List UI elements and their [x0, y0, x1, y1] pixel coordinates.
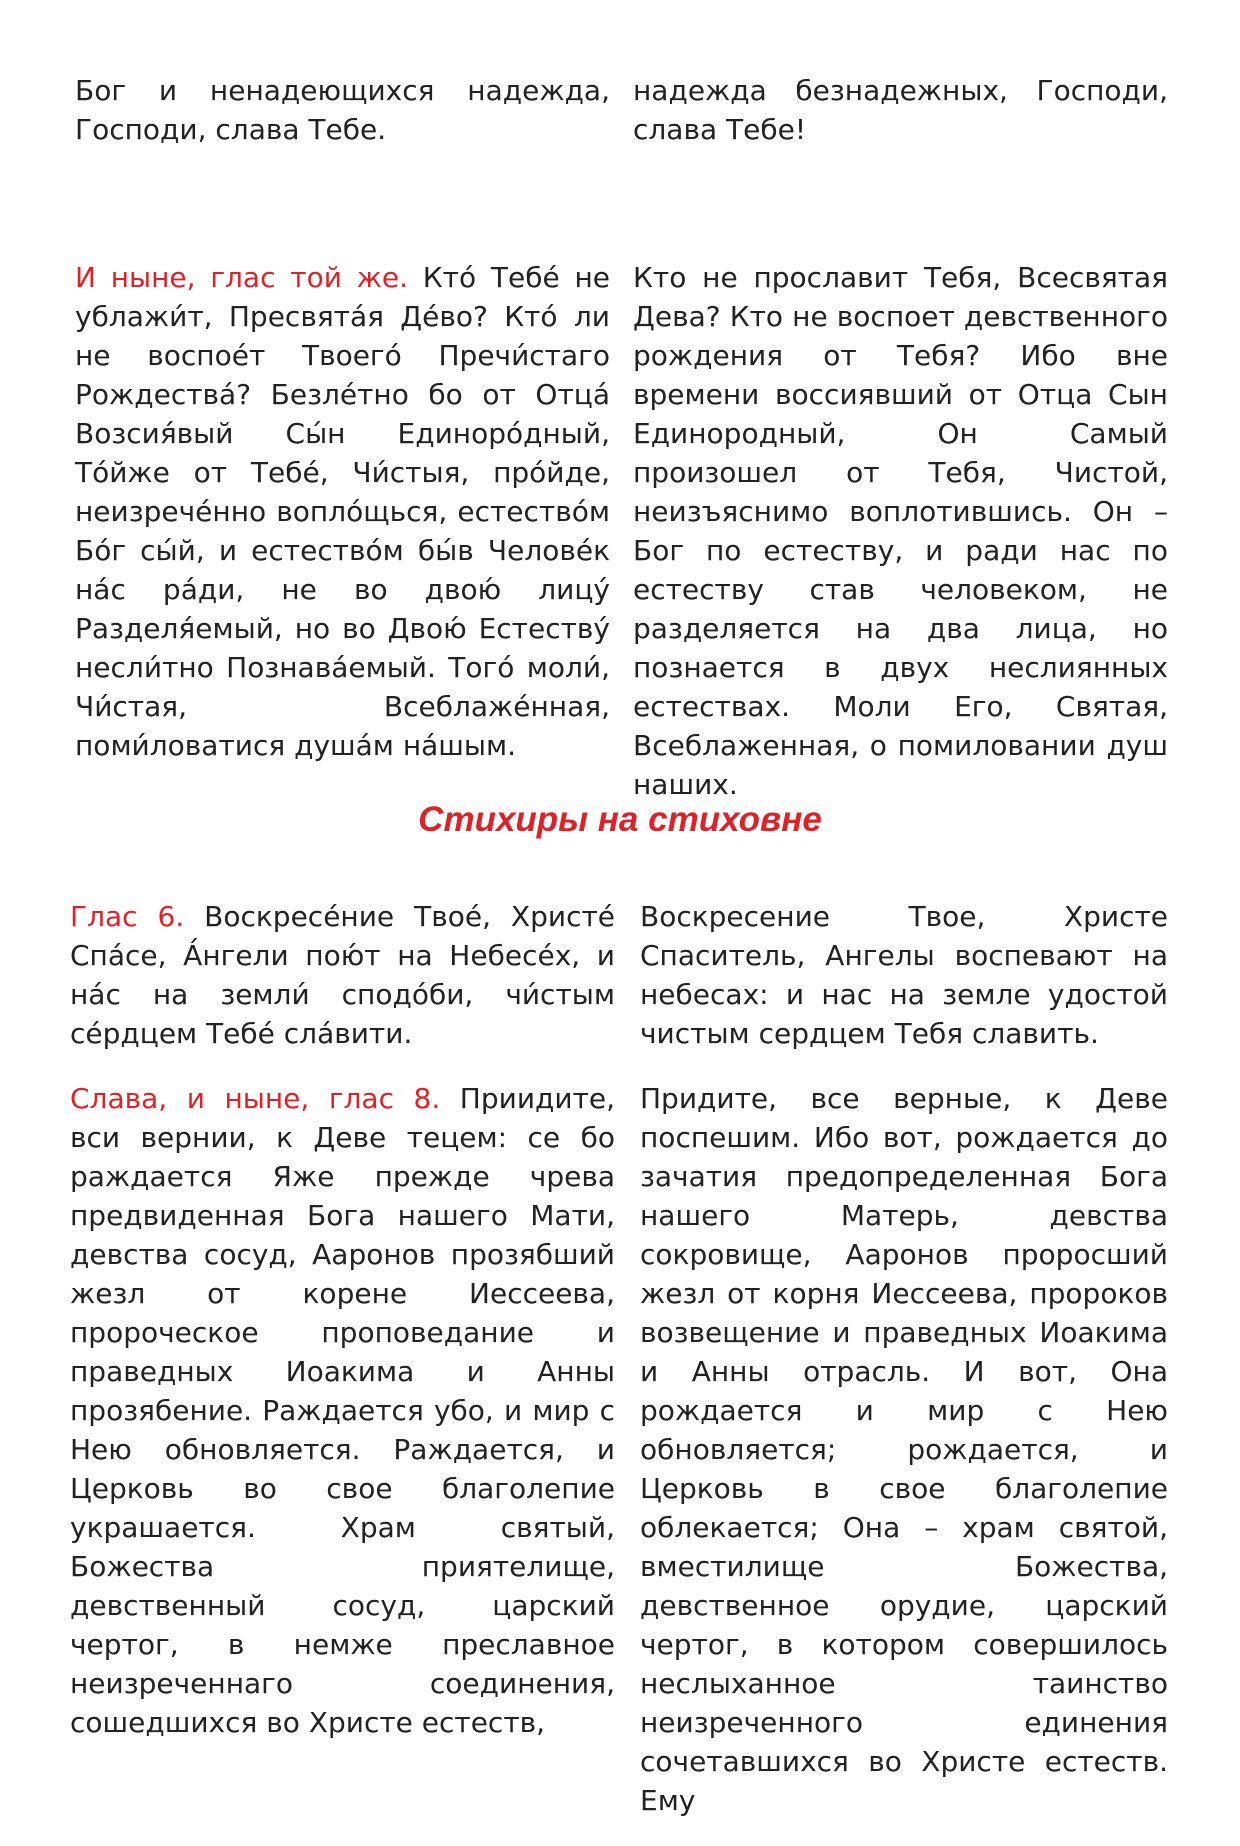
block1-left-text: Бог и ненадеющихся надежда, Господи, слава Тебе. — [75, 74, 610, 146]
block3-left-column — [70, 897, 615, 1768]
block3-left-paragraph-2 — [70, 1079, 615, 1742]
block2-right-text: Кто не прославит Тебя, Всесвятая Дева? Кто не воспоет девственного рождения от Тебя? Ибо вне времени воссиявший от Отца Сын Единородный, Он Самый произошел от Тебя, Чистой, неизъяснимо воплотившись. Он – Бог по естеству, и ради нас по естеству став человеком, не разделяется на два лица, но познается в двух неслиянных естествах. Моли Его, Святая, Всеблаженная, о помиловании душ наших. — [633, 261, 1168, 801]
p2-label: Слава, и ныне, глас 8. — [70, 1082, 441, 1115]
p2-left-text: Приидите, вси вернии, к Деве тецем: се бо раждается Яже прежде чрева предвиденная Бога нашего Мати, девства сосуд, Ааронов прозябший жезл от корене Иессеева, пророческое проповедание и праведных Иоакима и Анны прозябение. Раждается убо, и мир с Нею обновляется. Раждается, и Церковь во свое благолепие украшается. Храм святый, Божества приятелище, девственный сосуд, царский чертог, в немже преславное неизреченнаго соединения, сошедшихся во Христе естеств, — [70, 1082, 616, 1739]
section-heading: Стихиры на стиховне — [418, 800, 822, 839]
p2-right-text: Придите, все верные, к Деве поспешим. Ибо вот, рождается до зачатия предопределенная Бога нашего Матерь, девства сокровище, Ааронов проросший жезл от корня Иессеева, пророков возвещение и праведных Иоакима и Анны отрасль. И вот, Она рождается и мир с Нею обновляется; рождается, и Церковь в свое благолепие облекается; Она – храм святой, вместилище Божества, девственное орудие, царский чертог, в котором совершилось неслыханное таинство неизреченного единения сочетавшихся во Христе естеств. Ему — [640, 1082, 1168, 1817]
block2-left-column — [75, 258, 610, 765]
p1-label: Глас 6. — [70, 900, 185, 933]
p1-right-text: Воскресение Твое, Христе Спаситель, Ангелы воспевают на небесах: и нас на земле удостой чистым сердцем Тебя славить. — [640, 900, 1168, 1050]
block1-right-text: надежда безнадежных, Господи, слава Тебе! — [633, 74, 1168, 146]
block3-right-column — [640, 897, 1168, 1846]
block3-left-paragraph-1 — [70, 897, 615, 1053]
p1-left-text: Воскресе́ние Твое́, Христе́ Спа́се, А́нгели пою́т на Небесе́х, и на́с на земли́ сподо́би, чи́стым се́рдцем Тебе́ сла́вити. — [70, 900, 616, 1050]
block2-left-text: Кто́ Тебе́ не ублажи́т, Пресвята́я Де́во? Кто́ ли не воспое́т Твоего́ Пречи́стаго Рождества́? Безле́тно бо от Отца́ Возсия́вый Сы́н Единоро́дный, То́йже от Тебе́, Чи́стыя, про́йде, неизрече́нно вопло́щься, естество́м Бо́г сы́й, и естество́м бы́в Челове́к на́с ра́ди, не во двою́ лицу́ Разделя́емый, но во Двою́ Естеству́ несли́тно Познава́емый. Того́ моли́, Чи́стая, Всеблаже́нная, поми́ловатися душа́м на́шым. — [75, 261, 611, 762]
block2-left-label: И ныне, глас той же. — [75, 261, 409, 294]
